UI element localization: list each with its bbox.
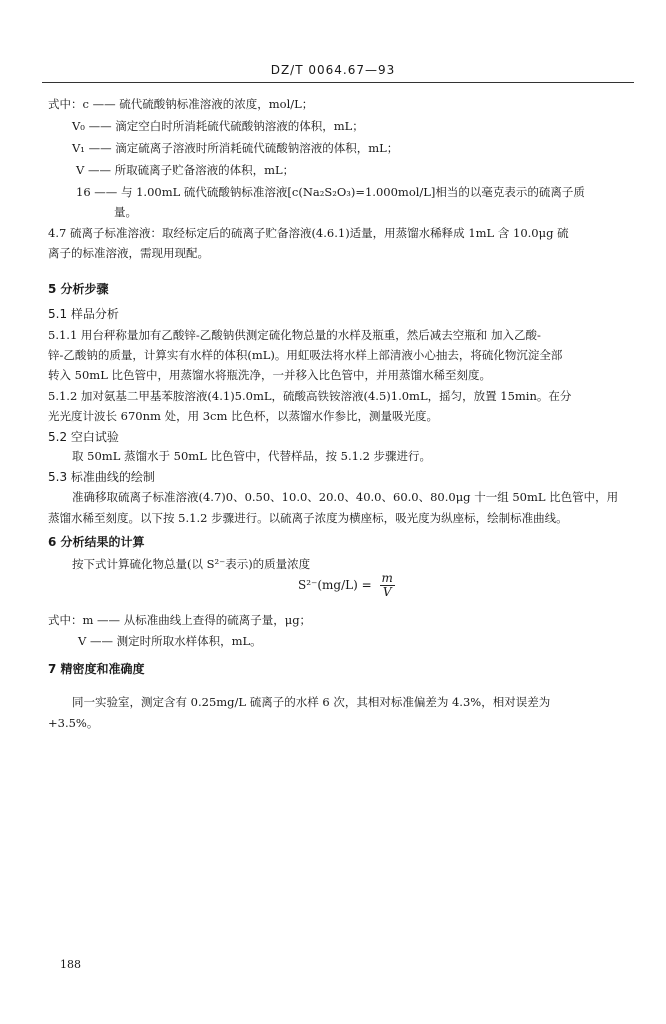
page-number: 188 [60, 958, 81, 971]
section-7-line1: 同一实验室，测定含有 0.25mg/L 硫离子的水样 6 次，其相对标准偏差为 4.3%，相对误差为 [72, 695, 551, 709]
section-5-1-1-line3: 转入 50mL 比色管中，用蒸馏水将瓶洗净，一并移入比色管中，并用蒸馏水稀至刻度。 [48, 368, 491, 382]
standard-code-header: DZ/T 0064.67—93 [270, 63, 396, 77]
section-5-1-2-line1: 5.1.2 加对氨基二甲基苯胺溶液(4.1)5.0mL，硫酸高铁铵溶液(4.5)1.0mL，摇匀，放置 15min。在分 [48, 389, 572, 403]
formula-lhs: S²⁻(mg/L) = [298, 578, 372, 593]
section-6-intro: 按下式计算硫化物总量(以 S²⁻表示)的质量浓度 [72, 557, 311, 571]
section-6-def-v: V —— 测定时所取水样体积，mL。 [78, 634, 262, 648]
section-5-2-text: 取 50mL 蒸馏水于 50mL 比色管中，代替样品，按 5.1.2 步骤进行。 [72, 449, 432, 463]
section-5-1-2-line2: 光光度计波长 670nm 处，用 3cm 比色杯，以蒸馏水作参比，测量吸光度。 [48, 409, 439, 423]
section-5-title: 5 分析步骤 [48, 282, 109, 296]
section-5-3-line2: 蒸馏水稀至刻度。以下按 5.1.2 步骤进行。以硫离子浓度为横座标，吸光度为纵座标，绘制标准曲线。 [48, 511, 568, 525]
section-5-1-1-line2: 锌-乙酸钠的质量，计算实有水样的体积(mL)。用虹吸法将水样上部清液小心抽去，将硫化物沉淀全部 [48, 348, 563, 362]
definition-c: 式中：c —— 硫代硫酸钠标准溶液的浓度，mol/L； [48, 97, 314, 111]
section-5-1-title: 5.1 样品分析 [48, 307, 119, 321]
section-5-3-line1: 准确移取硫离子标准溶液(4.7)0、0.50、10.0、20.0、40.0、60.0、80.0μg 十一组 50mL 比色管中，用 [72, 490, 619, 504]
header-rule [42, 82, 634, 83]
section-4-7-line2: 离子的标准溶液，需现用现配。 [48, 246, 209, 260]
formula-sulfide [298, 572, 395, 599]
definition-v1: V₁ —— 滴定硫离子溶液时所消耗硫代硫酸钠溶液的体积，mL； [72, 141, 399, 155]
formula-fraction [380, 572, 395, 599]
definition-16: 16 —— 与 1.00mL 硫代硫酸钠标准溶液[c(Na₂S₂O₃)=1.000mol/L]相当的以毫克表示的硫离子质 [76, 185, 585, 199]
section-5-3-title: 5.3 标准曲线的绘制 [48, 470, 155, 484]
section-4-7-line1: 4.7 硫离子标准溶液：取经标定后的硫离子贮备溶液(4.6.1)适量，用蒸馏水稀释成 1mL 含 10.0μg 硫 [48, 226, 569, 240]
section-7-line2: +3.5%。 [48, 716, 99, 730]
section-5-2-title: 5.2 空白试验 [48, 430, 119, 444]
section-6-def-m: 式中：m —— 从标准曲线上查得的硫离子量，μg； [48, 613, 312, 627]
definition-16-cont: 量。 [114, 205, 137, 219]
section-6-title: 6 分析结果的计算 [48, 535, 145, 549]
formula-denominator: V [382, 585, 392, 600]
section-5-1-1-line1: 5.1.1 用台秤称量加有乙酸锌-乙酸钠供测定硫化物总量的水样及瓶重，然后减去空瓶和 加入乙酸- [48, 328, 541, 342]
definition-v: V —— 所取硫离子贮备溶液的体积，mL； [76, 163, 295, 177]
formula-numerator: m [381, 571, 393, 585]
section-7-title: 7 精密度和准确度 [48, 662, 145, 676]
definition-v0: V₀ —— 滴定空白时所消耗硫代硫酸钠溶液的体积，mL； [72, 119, 364, 133]
